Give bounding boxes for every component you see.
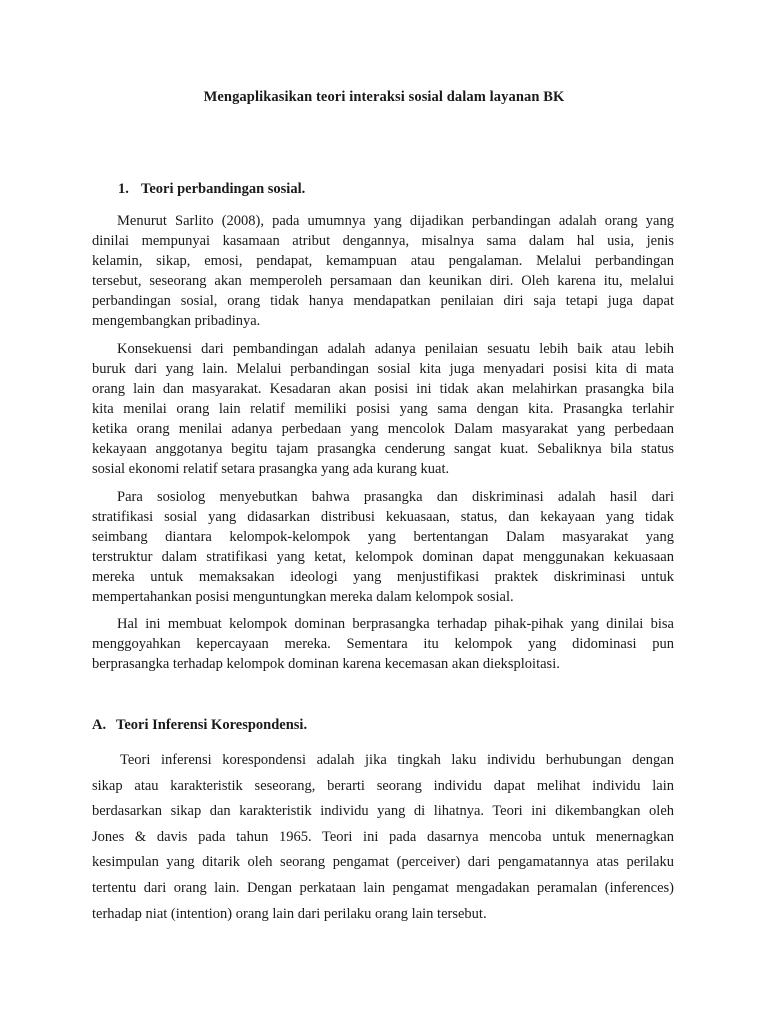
- section-1-paragraph-4: [92, 614, 674, 674]
- text-line: mempertahankan posisi menguntungkan mereka dalam kelompok sosial.: [92, 589, 514, 605]
- text-line: Jones & davis pada tahun 1965. Teori ini pada dasarnya mencoba untuk menernagkan: [92, 828, 674, 845]
- text-line: terstruktur dalam stratifikasi yang ketat, kelompok dominan dapat menggunakan kekuasaan: [92, 549, 674, 565]
- text-line: seimbang diantara kelompok-kelompok yang bertentangan Dalam masyarakat yang: [92, 529, 674, 545]
- section-1-paragraph-3: [92, 487, 674, 607]
- text-line: Hal ini membuat kelompok dominan berprasangka terhadap pihak-pihak yang dinilai bisa: [117, 616, 674, 632]
- section-1-heading-text: Teori perbandingan sosial.: [141, 181, 306, 197]
- text-line: kekayaan anggotanya begitu tajam prasangka cenderung sangat kuat. Sebaliknya bila status: [92, 441, 674, 457]
- text-line: kita menilai orang lain relatif memiliki posisi yang sama dengan kita. Prasangka terlahir: [92, 401, 674, 417]
- text-line: kelamin, sikap, emosi, pendapat, kemampuan atau pengalaman. Melalui perbandingan: [92, 253, 674, 269]
- document-title: Mengaplikasikan teori interaksi sosial dalam layanan BK: [203, 89, 565, 105]
- text-line: sikap atau karakteristik seseorang, berarti seorang individu dapat melihat individu lain: [92, 777, 674, 794]
- section-a-number: A.: [92, 717, 107, 733]
- text-line: mengembangkan pribadinya.: [92, 313, 261, 329]
- text-line: buruk dari yang lain. Melalui perbandingan sosial kita juga menyadari posisi kita di mata: [92, 361, 674, 377]
- text-line: menggoyahkan kepercayaan mereka. Sementara itu kelompok yang didominasi pun: [92, 636, 674, 652]
- section-a-heading-text: Teori Inferensi Korespondensi.: [116, 717, 308, 733]
- text-line: berdasarkan sikap dan karakteristik individu yang di lihatnya. Teori ini dikembangkan oleh: [92, 803, 674, 820]
- section-1-paragraph-1: [92, 211, 674, 331]
- section-1-heading: [118, 181, 305, 198]
- text-line: Konsekuensi dari pembandingan adalah adanya penilaian sesuatu lebih baik atau lebih: [117, 341, 674, 357]
- text-line: Para sosiolog menyebutkan bahwa prasangka dan diskriminasi adalah hasil dari: [117, 489, 674, 505]
- text-line: Menurut Sarlito (2008), pada umumnya yang dijadikan perbandingan adalah orang yang: [117, 213, 674, 229]
- text-line: tertentu dari orang lain. Dengan perkataan lain pengamat mengadakan peramalan (inferences): [92, 879, 674, 896]
- text-line: perbandingan sosial, orang tidak hanya mendapatkan penilaian diri saja tetapi juga dapat: [92, 293, 674, 309]
- text-line: dinilai mempunyai kasamaan atribut dengannya, misalnya sama dalam hal usia, jenis: [92, 233, 674, 249]
- text-line: ketika orang menilai adanya perbedaan yang mencolok Dalam masyarakat yang perbedaan: [92, 421, 674, 437]
- text-line: Teori inferensi korespondensi adalah jika tingkah laku individu berhubungan dengan: [120, 752, 674, 768]
- text-line: kesimpulan yang ditarik oleh seorang pengamat (perceiver) dari pengamatannya atas perilaku: [92, 854, 674, 871]
- text-line: stratifikasi sosial yang didasarkan distribusi kekuasaan, status, dan kekayaan yang tidak: [92, 509, 674, 525]
- section-a-paragraph-1: [92, 748, 674, 927]
- text-line: orang lain dan masyarakat. Kesadaran akan posisi ini tidak akan melahirkan prasangka bila: [92, 381, 674, 397]
- text-line: berprasangka terhadap kelompok dominan karena kecemasan akan dieksploitasi.: [92, 656, 560, 672]
- section-a-heading: [92, 717, 307, 734]
- text-line: tersebut, seseorang akan memperoleh persamaan dan keunikan diri. Oleh karena itu, melalui: [92, 273, 674, 289]
- section-1-number: 1.: [118, 181, 129, 197]
- text-line: sosial ekonomi relatif setara prasangka yang ada kurang kuat.: [92, 461, 450, 477]
- text-line: terhadap niat (intention) orang lain dari perilaku orang lain tersebut.: [92, 905, 487, 922]
- text-line: mereka untuk memaksakan ideologi yang menjustifikasi praktek diskriminasi untuk: [92, 569, 674, 585]
- section-1-paragraph-2: [92, 339, 674, 479]
